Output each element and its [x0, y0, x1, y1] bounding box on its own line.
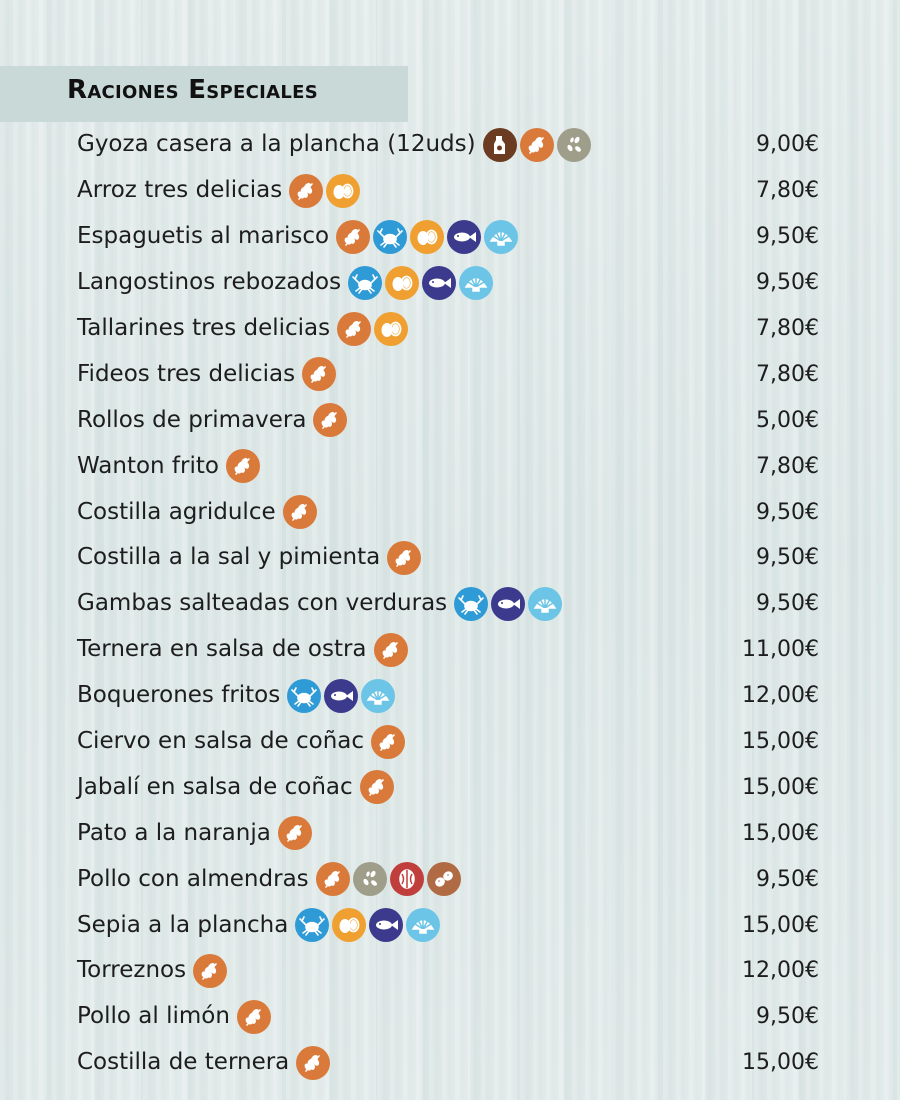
- menu-item-name: Pollo al limón: [77, 1003, 230, 1030]
- section-title: Raciones Especiales: [67, 75, 319, 105]
- menu-item: [77, 673, 819, 719]
- menu-item: [77, 856, 819, 902]
- allergen-icons: [360, 770, 394, 804]
- allergen-icons: [295, 908, 440, 942]
- menu-item-name: Pato a la naranja: [77, 819, 271, 846]
- menu-item-price: 7,80€: [756, 361, 819, 387]
- menu-item-price: 11,00€: [742, 637, 819, 663]
- gluten-icon: [296, 1046, 330, 1080]
- menu-item-name: Espaguetis al marisco: [77, 223, 330, 250]
- allergen-icons: [316, 862, 461, 896]
- fish-icon: [447, 220, 481, 254]
- menu-item-name: Costilla de ternera: [77, 1049, 290, 1076]
- menu-item: [77, 397, 819, 443]
- gluten-icon: [302, 357, 336, 391]
- gluten-icon: [360, 770, 394, 804]
- menu-item: [77, 1040, 819, 1086]
- eggs-icon: [374, 312, 408, 346]
- menu-item-price: 7,80€: [756, 178, 819, 204]
- menu-item-name: Jabalí en salsa de coñac: [77, 773, 353, 800]
- menu-item-name: Pollo con almendras: [77, 865, 309, 892]
- menu-item-name: Tallarines tres delicias: [77, 315, 331, 341]
- eggs-icon: [332, 908, 366, 942]
- menu-item: [77, 719, 819, 765]
- molluscs-icon: [361, 679, 395, 713]
- menu-item-name: Ciervo en salsa de coñac: [77, 728, 365, 755]
- gluten-icon: [278, 816, 312, 850]
- allergen-icons: [348, 266, 493, 300]
- allergen-icons: [237, 1000, 271, 1034]
- menu-item-price: 9,50€: [756, 224, 819, 250]
- menu-item-price: 9,50€: [756, 1004, 819, 1030]
- menu-item-price: 15,00€: [742, 912, 819, 938]
- menu-item-price: 7,80€: [756, 453, 819, 479]
- menu-item-price: 12,00€: [742, 958, 819, 984]
- crustaceans-icon: [287, 679, 321, 713]
- menu-item-price: 12,00€: [742, 683, 819, 709]
- menu-item: [77, 764, 819, 810]
- gluten-icon: [374, 633, 408, 667]
- menu-item-price: 9,00€: [756, 132, 819, 158]
- molluscs-icon: [406, 908, 440, 942]
- menu-item-name: Fideos tres delicias: [77, 360, 296, 387]
- menu-item: [77, 214, 819, 260]
- menu-item: [77, 351, 819, 397]
- fish-icon: [324, 679, 358, 713]
- crustaceans-icon: [295, 908, 329, 942]
- molluscs-icon: [528, 587, 562, 621]
- gluten-icon: [226, 449, 260, 483]
- allergen-icons: [278, 816, 312, 850]
- menu-item-name: Ternera en salsa de ostra: [77, 636, 367, 663]
- molluscs-icon: [459, 266, 493, 300]
- allergen-icons: [193, 954, 227, 988]
- menu-item: [77, 948, 819, 994]
- menu-item-price: 5,00€: [756, 407, 819, 433]
- gluten-icon: [283, 495, 317, 529]
- menu-item-price: 15,00€: [742, 820, 819, 846]
- peanuts-icon: [427, 862, 461, 896]
- gluten-icon: [316, 862, 350, 896]
- allergen-icons: [387, 541, 421, 575]
- gluten-icon: [313, 403, 347, 437]
- menu-item: [77, 168, 819, 214]
- menu-item: [77, 306, 819, 352]
- allergen-icons: [483, 128, 591, 162]
- menu-item-name: Arroz tres delicias: [77, 177, 283, 204]
- menu-item-price: 9,50€: [756, 545, 819, 571]
- crustaceans-icon: [454, 587, 488, 621]
- allergen-icons: [336, 220, 518, 254]
- gluten-icon: [337, 312, 371, 346]
- allergen-icons: [283, 495, 317, 529]
- menu-item: [77, 902, 819, 948]
- menu-item-price: 15,00€: [742, 774, 819, 800]
- menu-item-name: Gambas salteadas con verduras: [77, 590, 448, 617]
- menu-item: [77, 260, 819, 306]
- menu-item: [77, 627, 819, 673]
- allergen-icons: [302, 357, 336, 391]
- menu-item-price: 9,50€: [756, 866, 819, 892]
- fish-icon: [491, 587, 525, 621]
- gluten-icon: [520, 128, 554, 162]
- allergen-icons: [337, 312, 408, 346]
- menu-item-name: Wanton frito: [77, 452, 219, 479]
- menu-item-name: Torreznos: [77, 957, 187, 984]
- menu-item-price: 9,50€: [756, 591, 819, 617]
- menu-item-name: Rollos de primavera: [77, 406, 307, 433]
- menu-item: [77, 535, 819, 581]
- allergen-icons: [454, 587, 562, 621]
- fish-icon: [422, 266, 456, 300]
- allergen-icons: [289, 174, 360, 208]
- menu-item-price: 9,50€: [756, 499, 819, 525]
- sesame-icon: [557, 128, 591, 162]
- crustaceans-icon: [373, 220, 407, 254]
- gluten-icon: [371, 725, 405, 759]
- crustaceans-icon: [348, 266, 382, 300]
- soy-icon: [483, 128, 517, 162]
- menu-item: [77, 122, 819, 168]
- allergen-icons: [371, 725, 405, 759]
- eggs-icon: [410, 220, 444, 254]
- allergen-icons: [313, 403, 347, 437]
- menu-item-name: Sepia a la plancha: [77, 911, 289, 938]
- sesame-icon: [353, 862, 387, 896]
- gluten-icon: [289, 174, 323, 208]
- menu-item-name: Gyoza casera a la plancha (12uds): [77, 131, 476, 158]
- menu-item-name: Costilla a la sal y pimienta: [77, 544, 381, 571]
- fish-icon: [369, 908, 403, 942]
- allergen-icons: [226, 449, 260, 483]
- gluten-icon: [237, 1000, 271, 1034]
- menu-item-price: 15,00€: [742, 729, 819, 755]
- eggs-icon: [385, 266, 419, 300]
- menu-item-name: Boquerones fritos: [77, 682, 281, 709]
- menu-item: [77, 994, 819, 1040]
- menu-item: [77, 489, 819, 535]
- allergen-icons: [374, 633, 408, 667]
- nuts-icon: [390, 862, 424, 896]
- menu-item-price: 15,00€: [742, 1050, 819, 1076]
- allergen-icons: [287, 679, 395, 713]
- menu-item-name: Costilla agridulce: [77, 498, 276, 525]
- gluten-icon: [193, 954, 227, 988]
- menu-item-name: Langostinos rebozados: [77, 269, 342, 296]
- menu-item-price: 9,50€: [756, 270, 819, 296]
- menu-item: [77, 443, 819, 489]
- menu-item: [77, 581, 819, 627]
- allergen-icons: [296, 1046, 330, 1080]
- menu-item-price: 7,80€: [756, 316, 819, 341]
- molluscs-icon: [484, 220, 518, 254]
- menu-item: [77, 810, 819, 856]
- menu-list: [77, 122, 819, 1086]
- gluten-icon: [336, 220, 370, 254]
- gluten-icon: [387, 541, 421, 575]
- eggs-icon: [326, 174, 360, 208]
